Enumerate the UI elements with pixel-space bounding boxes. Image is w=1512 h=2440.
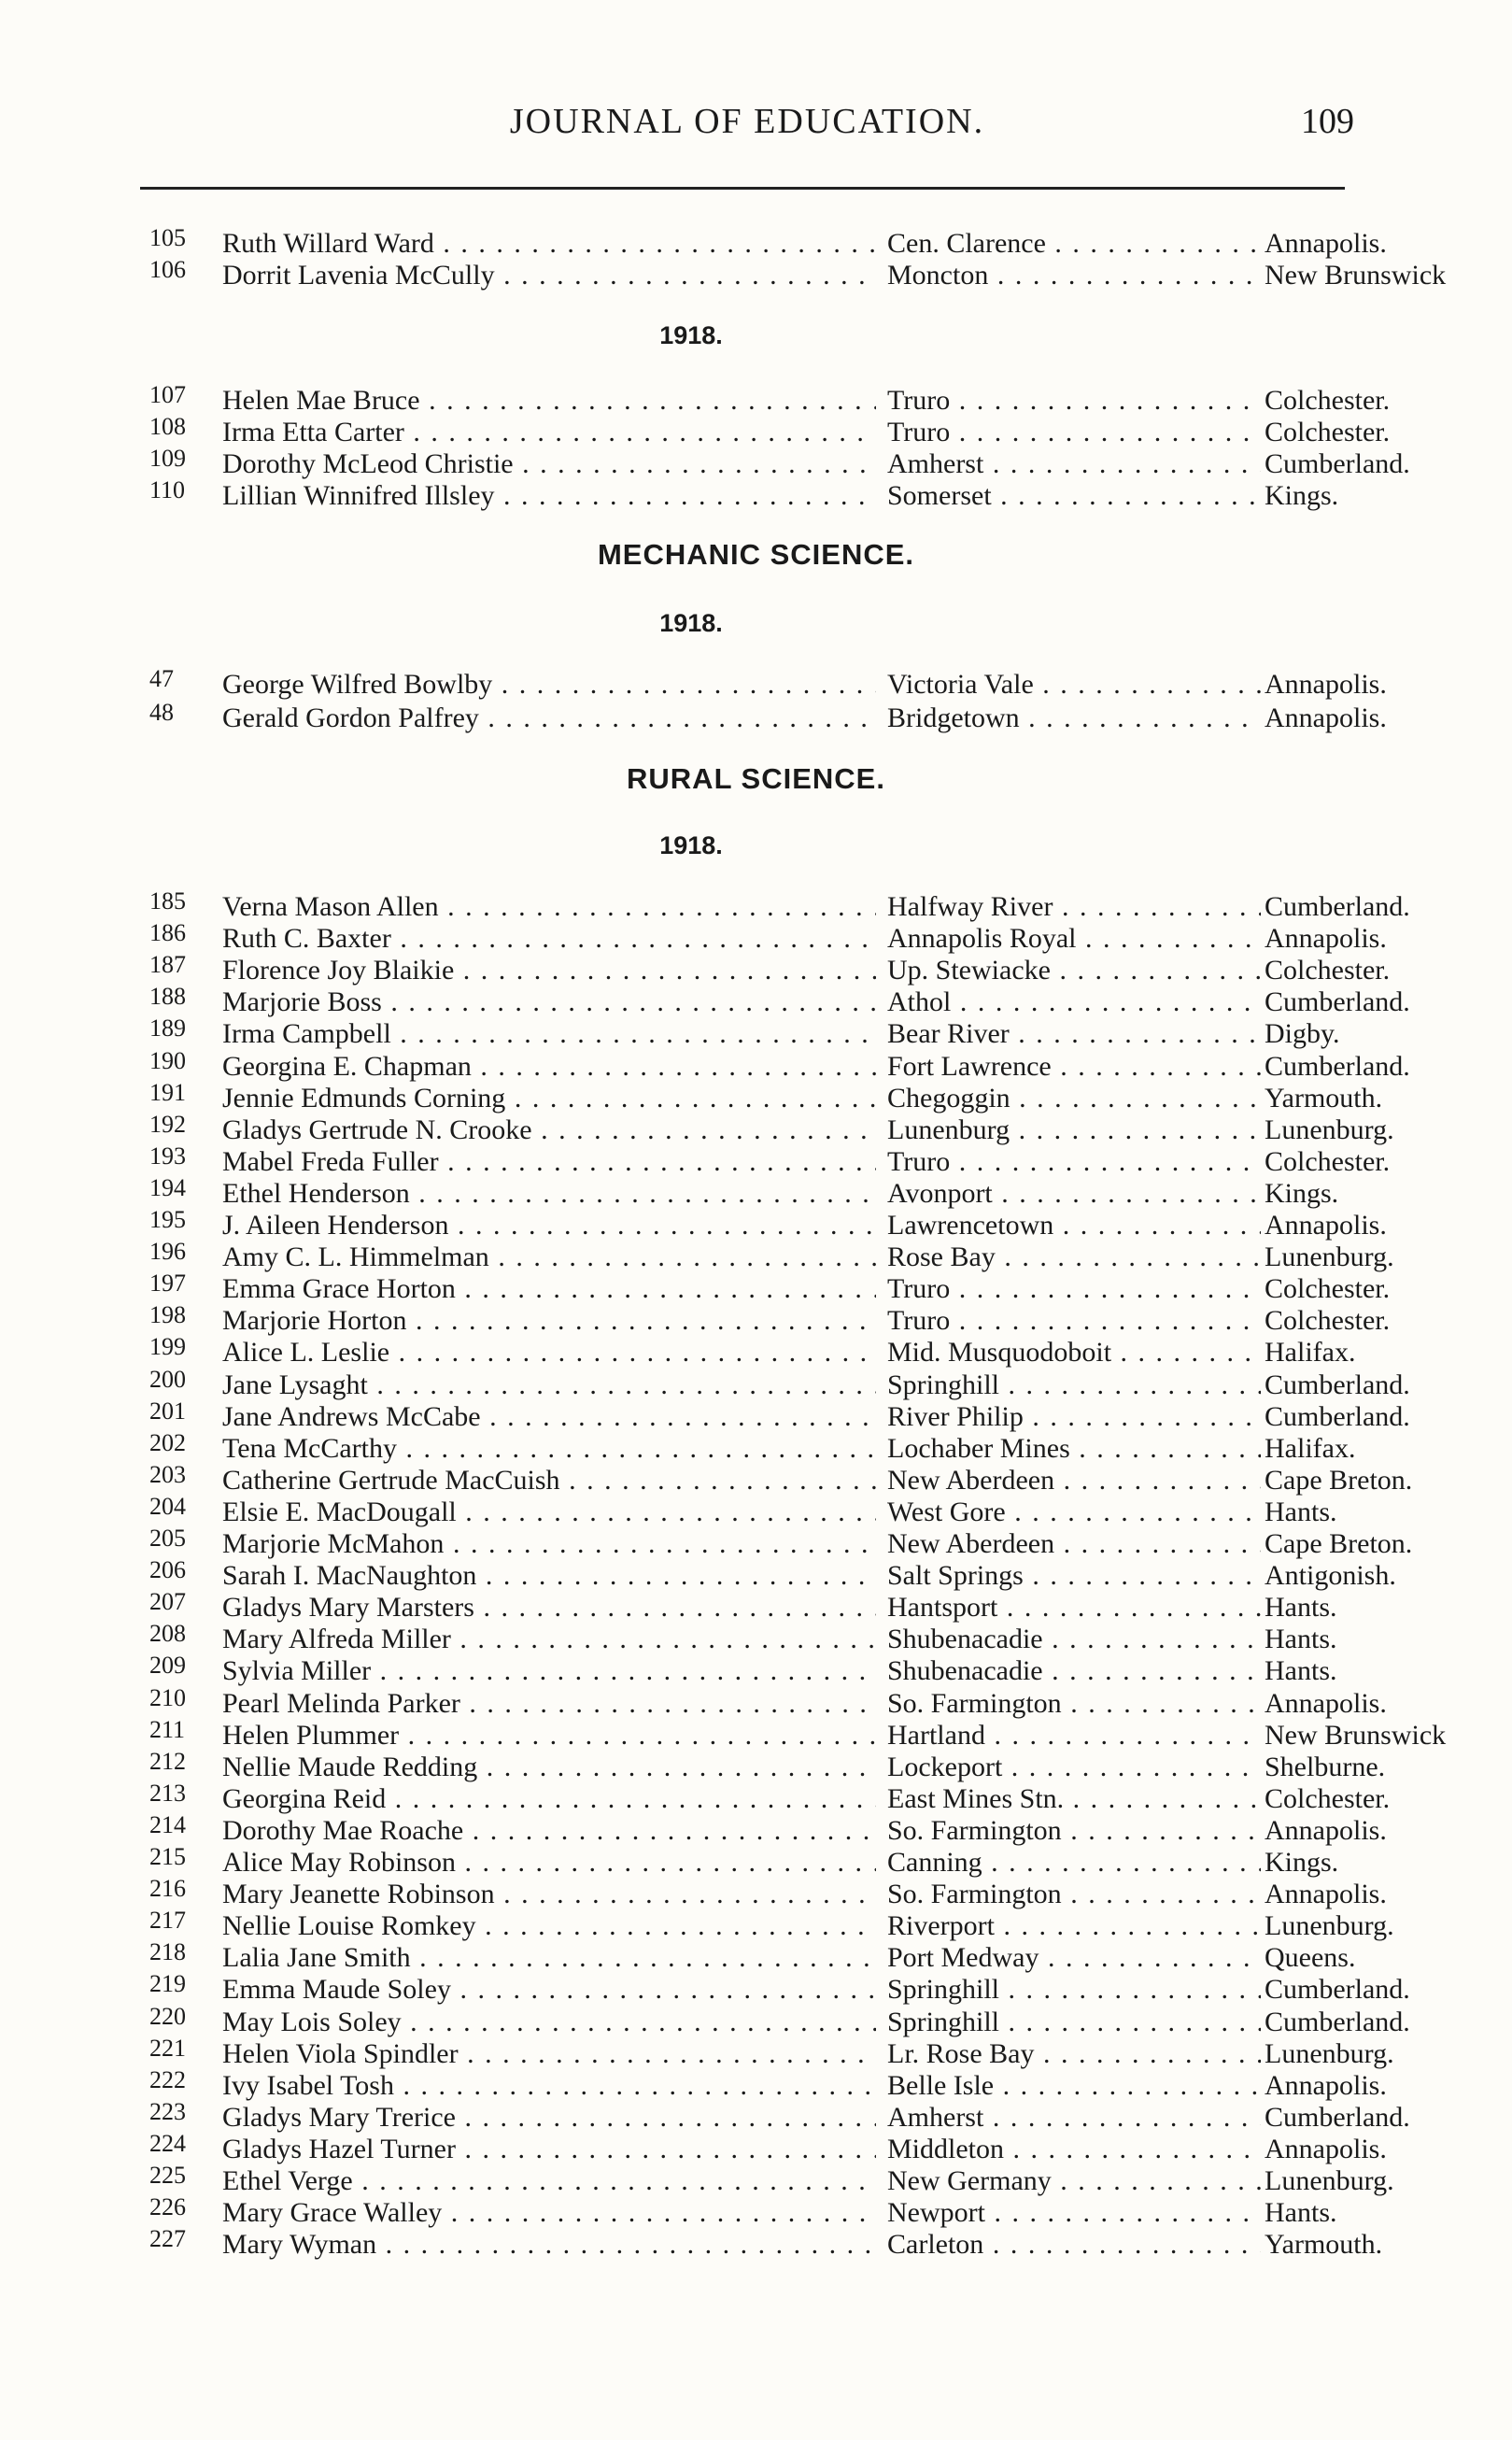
entry-number: 226 bbox=[149, 2193, 186, 2221]
entry-number: 211 bbox=[149, 1715, 186, 1743]
entry-town: Halfway River . . . bbox=[887, 891, 1261, 923]
list-entry bbox=[149, 887, 1410, 923]
entry-town: Victoria Vale . . . bbox=[887, 669, 1261, 701]
list-entry bbox=[149, 1620, 1364, 1655]
entry-number: 222 bbox=[149, 2065, 186, 2093]
list-entry bbox=[149, 1173, 1364, 1210]
list-entry bbox=[149, 1333, 1364, 1369]
entry-town: Truro . . . bbox=[887, 385, 1261, 417]
entry-town: Mid. Musquodoboit . . . bbox=[887, 1337, 1261, 1369]
entry-county: Kings. bbox=[1265, 480, 1339, 511]
entry-county: Cumberland. bbox=[1265, 448, 1410, 479]
entry-name: Ethel Henderson . . . bbox=[222, 1178, 876, 1210]
entry-number: 210 bbox=[149, 1683, 186, 1711]
entry-town: Middleton . . . bbox=[887, 2134, 1261, 2165]
list-entry bbox=[149, 951, 1391, 986]
entry-county: Annapolis. bbox=[1265, 2069, 1387, 2101]
entry-town: New Germany . . . bbox=[887, 2165, 1261, 2197]
entry-town: So. Farmington . . . bbox=[887, 1879, 1261, 1910]
entry-name: Helen Plummer . . . bbox=[222, 1720, 876, 1752]
entry-name: Lalia Jane Smith . . . bbox=[222, 1942, 876, 1974]
list-entry bbox=[149, 1365, 1410, 1401]
entry-county: Colchester. bbox=[1265, 1273, 1391, 1305]
entry-number: 189 bbox=[149, 1014, 186, 1043]
entry-town: Shubenacadie . . . bbox=[887, 1655, 1261, 1687]
entry-town: Hantsport . . . bbox=[887, 1592, 1261, 1624]
year-heading-1918: 1918. bbox=[659, 321, 723, 349]
entry-number: 110 bbox=[149, 476, 186, 504]
entry-county: Halifax. bbox=[1265, 1337, 1356, 1369]
entry-number: 202 bbox=[149, 1428, 186, 1456]
entry-name: May Lois Soley . . . bbox=[222, 2007, 876, 2038]
entry-county: Cumberland. bbox=[1265, 2101, 1410, 2133]
entry-name: Georgina Reid . . . bbox=[222, 1783, 876, 1815]
entry-name: Marjorie Horton . . . bbox=[222, 1305, 876, 1337]
entry-town: Springhill . . . bbox=[887, 1369, 1261, 1401]
entry-name: Pearl Melinda Parker . . . bbox=[222, 1688, 876, 1720]
list-entry bbox=[149, 919, 1387, 955]
list-entry bbox=[149, 1938, 1364, 1974]
entry-town: Bear River . . . bbox=[887, 1018, 1261, 1050]
list-entry bbox=[149, 1683, 1387, 1720]
entry-town: Salt Springs . . . bbox=[887, 1560, 1261, 1592]
entry-county: Hants. bbox=[1265, 1655, 1337, 1687]
entry-town: Belle Isle . . . bbox=[887, 2070, 1261, 2102]
entry-county: Hants. bbox=[1265, 1496, 1337, 1527]
entry-number: 201 bbox=[149, 1397, 186, 1425]
entry-name: Dorothy Mae Roache . . . bbox=[222, 1815, 876, 1847]
entry-name: Mary Alfreda Miller . . . bbox=[222, 1624, 876, 1655]
entry-name: Georgina E. Chapman . . . bbox=[222, 1051, 876, 1083]
entry-county: Cumberland. bbox=[1265, 891, 1410, 922]
entry-name: Alice May Robinson . . . bbox=[222, 1847, 876, 1879]
list-entry bbox=[149, 983, 1410, 1018]
entry-name: Emma Grace Horton . . . bbox=[222, 1273, 876, 1305]
list-entry bbox=[149, 1715, 1447, 1752]
rural-science-heading: RURAL SCIENCE. bbox=[627, 762, 885, 795]
entry-town: Lawrencetown . . . bbox=[887, 1210, 1261, 1241]
entry-name: Dorrit Lavenia McCully . . . bbox=[222, 260, 876, 291]
list-entry bbox=[149, 1397, 1410, 1433]
list-entry bbox=[149, 1428, 1364, 1465]
entry-number: 200 bbox=[149, 1365, 186, 1393]
entry-town: So. Farmington . . . bbox=[887, 1688, 1261, 1720]
entry-name: Verna Mason Allen . . . bbox=[222, 891, 876, 923]
entry-town: Cen. Clarence . . . bbox=[887, 228, 1261, 260]
entry-number: 191 bbox=[149, 1078, 186, 1106]
entry-county: Cumberland. bbox=[1265, 1974, 1410, 2006]
entry-name: Helen Mae Bruce . . . bbox=[222, 385, 876, 417]
entry-county: Colchester. bbox=[1265, 955, 1391, 986]
entry-name: Marjorie McMahon . . . bbox=[222, 1528, 876, 1560]
entry-county: New Brunswick bbox=[1265, 260, 1447, 291]
entry-name: J. Aileen Henderson . . . bbox=[222, 1210, 876, 1241]
list-entry bbox=[149, 2034, 1394, 2070]
entry-town: Lockeport . . . bbox=[887, 1752, 1261, 1783]
entry-county: Yarmouth. bbox=[1265, 1082, 1383, 1114]
entry-county: Lunenburg. bbox=[1265, 2165, 1394, 2196]
entry-number: 213 bbox=[149, 1779, 186, 1807]
entry-town: Bridgetown . . . bbox=[887, 702, 1261, 734]
entry-county: Annapolis. bbox=[1265, 1879, 1387, 1910]
entry-county: Annapolis. bbox=[1265, 1814, 1387, 1846]
entry-county: Digby. bbox=[1265, 1018, 1340, 1050]
entry-town: Athol . . . bbox=[887, 986, 1261, 1018]
entry-number: 224 bbox=[149, 2129, 186, 2157]
entry-number: 105 bbox=[149, 224, 186, 251]
entry-county: Cumberland. bbox=[1265, 986, 1410, 1018]
entry-town: Chegoggin . . . bbox=[887, 1083, 1261, 1114]
entry-number: 198 bbox=[149, 1301, 186, 1329]
list-entry bbox=[149, 445, 1410, 480]
entry-name: Jane Andrews McCabe . . . bbox=[222, 1401, 876, 1433]
entry-number: 106 bbox=[149, 256, 186, 283]
entry-county: Kings. bbox=[1265, 1177, 1339, 1209]
entry-county: Queens. bbox=[1265, 1942, 1356, 1974]
entry-county: Cumberland. bbox=[1265, 1400, 1410, 1432]
list-entry bbox=[149, 1206, 1387, 1241]
list-entry bbox=[149, 1875, 1387, 1910]
entry-town: Up. Stewiacke . . . bbox=[887, 955, 1261, 986]
list-entry bbox=[149, 2065, 1387, 2102]
entry-town: Avonport . . . bbox=[887, 1178, 1261, 1210]
list-entry bbox=[149, 1652, 1364, 1687]
list-entry bbox=[149, 2193, 1364, 2229]
entry-county: Cumberland. bbox=[1265, 2006, 1410, 2037]
entry-number: 186 bbox=[149, 919, 186, 947]
entry-name: Irma Campbell . . . bbox=[222, 1018, 876, 1050]
entry-number: 225 bbox=[149, 2162, 186, 2189]
entry-number: 203 bbox=[149, 1460, 186, 1488]
entry-town: Shubenacadie . . . bbox=[887, 1624, 1261, 1655]
entry-town: Rose Bay . . . bbox=[887, 1241, 1261, 1273]
list-entry bbox=[149, 1810, 1387, 1847]
entry-county: Lunenburg. bbox=[1265, 1114, 1394, 1145]
list-entry bbox=[149, 1525, 1413, 1560]
entry-name: George Wilfred Bowlby . . . bbox=[222, 669, 876, 701]
list-entry bbox=[149, 224, 1387, 260]
entry-town: Truro . . . bbox=[887, 1146, 1261, 1178]
list-entry bbox=[149, 381, 1391, 417]
entry-county: Shelburne. bbox=[1265, 1751, 1386, 1782]
entry-name: Sylvia Miller . . . bbox=[222, 1655, 876, 1687]
entry-number: 212 bbox=[149, 1747, 186, 1775]
mechanic-year-heading: 1918. bbox=[659, 609, 723, 637]
entry-name: Alice L. Leslie . . . bbox=[222, 1337, 876, 1369]
entry-county: Annapolis. bbox=[1265, 702, 1387, 733]
entry-number: 195 bbox=[149, 1206, 186, 1233]
entry-number: 221 bbox=[149, 2034, 186, 2062]
list-entry bbox=[149, 699, 1387, 734]
entry-town: Newport . . . bbox=[887, 2197, 1261, 2229]
entry-name: Ruth Willard Ward . . . bbox=[222, 228, 876, 260]
entry-number: 193 bbox=[149, 1142, 186, 1170]
entry-county: Antigonish. bbox=[1265, 1560, 1396, 1592]
entry-number: 194 bbox=[149, 1173, 186, 1201]
entry-county: Colchester. bbox=[1265, 1305, 1391, 1337]
entry-name: Ivy Isabel Tosh . . . bbox=[222, 2070, 876, 2102]
list-entry bbox=[149, 665, 1387, 701]
entry-county: Kings. bbox=[1265, 1847, 1339, 1878]
entry-county: Cumberland. bbox=[1265, 1369, 1410, 1400]
entry-town: Riverport . . . bbox=[887, 1910, 1261, 1942]
entry-town: New Aberdeen . . . bbox=[887, 1465, 1261, 1497]
list-entry bbox=[149, 413, 1391, 448]
entry-town: Truro . . . bbox=[887, 1305, 1261, 1337]
entry-county: Colchester. bbox=[1265, 1782, 1391, 1814]
list-entry bbox=[149, 2097, 1410, 2134]
entry-town: Amherst . . . bbox=[887, 2102, 1261, 2134]
entry-name: Gerald Gordon Palfrey . . . bbox=[222, 702, 876, 734]
entry-county: Hants. bbox=[1265, 2197, 1337, 2229]
entry-number: 218 bbox=[149, 1938, 186, 1966]
entry-name: Ethel Verge . . . bbox=[222, 2165, 876, 2197]
entry-name: Dorothy McLeod Christie . . . bbox=[222, 448, 876, 480]
list-entry bbox=[149, 1110, 1394, 1146]
entry-county: Hants. bbox=[1265, 1592, 1337, 1624]
list-entry bbox=[149, 2129, 1387, 2165]
entry-name: Mary Wyman . . . bbox=[222, 2229, 876, 2261]
entry-town: Carleton . . . bbox=[887, 2229, 1261, 2261]
entry-number: 107 bbox=[149, 381, 186, 408]
entry-town: Amherst . . . bbox=[887, 448, 1261, 480]
entry-number: 216 bbox=[149, 1875, 186, 1903]
entry-name: Jennie Edmunds Corning . . . bbox=[222, 1083, 876, 1114]
list-entry bbox=[149, 1492, 1364, 1528]
list-entry bbox=[149, 476, 1364, 512]
entry-number: 204 bbox=[149, 1492, 186, 1520]
entry-number: 217 bbox=[149, 1907, 186, 1935]
entry-town: Hartland . . . bbox=[887, 1720, 1261, 1752]
rural-year-heading: 1918. bbox=[659, 831, 723, 859]
entry-number: 192 bbox=[149, 1110, 186, 1138]
entry-town: West Gore . . . bbox=[887, 1497, 1261, 1528]
entry-name: Mary Jeanette Robinson . . . bbox=[222, 1879, 876, 1910]
entry-number: 208 bbox=[149, 1620, 186, 1648]
entry-town: Truro . . . bbox=[887, 417, 1261, 448]
page-number: 109 bbox=[1301, 102, 1354, 141]
list-entry bbox=[149, 1078, 1383, 1114]
entry-number: 220 bbox=[149, 2002, 186, 2030]
entry-name: Mabel Freda Fuller . . . bbox=[222, 1146, 876, 1178]
entry-number: 185 bbox=[149, 887, 186, 915]
list-entry bbox=[149, 1747, 1386, 1783]
entry-town: Springhill . . . bbox=[887, 2007, 1261, 2038]
entry-county: Colchester. bbox=[1265, 385, 1391, 416]
list-entry bbox=[149, 1907, 1394, 1942]
entry-number: 48 bbox=[149, 699, 174, 726]
entry-county: Annapolis. bbox=[1265, 669, 1387, 700]
entry-name: Irma Etta Carter . . . bbox=[222, 417, 876, 448]
list-entry bbox=[149, 2162, 1394, 2197]
entry-number: 187 bbox=[149, 951, 186, 979]
entry-name: Mary Grace Walley . . . bbox=[222, 2197, 876, 2229]
journal-title: JOURNAL OF EDUCATION. bbox=[509, 102, 985, 141]
entry-name: Helen Viola Spindler . . . bbox=[222, 2038, 876, 2070]
entry-town: Annapolis Royal . . . bbox=[887, 923, 1261, 955]
entry-name: Emma Maude Soley . . . bbox=[222, 1974, 876, 2006]
entry-number: 215 bbox=[149, 1843, 186, 1870]
entry-county: Halifax. bbox=[1265, 1432, 1356, 1464]
list-entry bbox=[149, 2002, 1410, 2038]
entry-name: Nellie Maude Redding . . . bbox=[222, 1752, 876, 1783]
entry-name: Lillian Winnifred Illsley . . . bbox=[222, 480, 876, 512]
entry-number: 209 bbox=[149, 1652, 186, 1680]
entry-town: So. Farmington . . . bbox=[887, 1815, 1261, 1847]
entry-name: Gladys Mary Marsters . . . bbox=[222, 1592, 876, 1624]
entry-town: Somerset . . . bbox=[887, 480, 1261, 512]
entry-county: Colchester. bbox=[1265, 1145, 1391, 1177]
entry-county: Yarmouth. bbox=[1265, 2229, 1383, 2261]
list-entry bbox=[149, 1843, 1364, 1879]
entry-number: 190 bbox=[149, 1046, 186, 1074]
list-entry bbox=[149, 1556, 1396, 1592]
entry-name: Tena McCarthy . . . bbox=[222, 1433, 876, 1465]
page-header bbox=[140, 101, 1354, 153]
entry-county: Lunenburg. bbox=[1265, 2037, 1394, 2069]
entry-number: 47 bbox=[149, 665, 174, 692]
entry-town: River Philip . . . bbox=[887, 1401, 1261, 1433]
entry-town: Fort Lawrence . . . bbox=[887, 1051, 1261, 1083]
entry-county: Lunenburg. bbox=[1265, 1241, 1394, 1273]
entry-number: 196 bbox=[149, 1238, 186, 1266]
entry-number: 205 bbox=[149, 1525, 186, 1552]
entry-county: Lunenburg. bbox=[1265, 1910, 1394, 1942]
list-entry bbox=[149, 1046, 1410, 1083]
list-entry bbox=[149, 1301, 1391, 1337]
list-entry bbox=[149, 1970, 1410, 2006]
entry-name: Sarah I. MacNaughton . . . bbox=[222, 1560, 876, 1592]
entry-number: 214 bbox=[149, 1810, 186, 1838]
entry-county: Cape Breton. bbox=[1265, 1464, 1413, 1496]
entry-county: New Brunswick bbox=[1265, 1719, 1447, 1751]
entry-name: Jane Lysaght . . . bbox=[222, 1369, 876, 1401]
entry-town: Moncton . . . bbox=[887, 260, 1261, 291]
entry-number: 109 bbox=[149, 445, 186, 472]
entry-town: Lochaber Mines . . . bbox=[887, 1433, 1261, 1465]
entry-number: 199 bbox=[149, 1333, 186, 1361]
entry-county: Annapolis. bbox=[1265, 923, 1387, 955]
entry-town: East Mines Stn. . . . bbox=[887, 1783, 1261, 1815]
entry-number: 188 bbox=[149, 983, 186, 1011]
entry-town: Port Medway . . . bbox=[887, 1942, 1261, 1974]
list-entry bbox=[149, 1460, 1413, 1497]
entry-name: Elsie E. MacDougall . . . bbox=[222, 1497, 876, 1528]
list-entry bbox=[149, 1270, 1391, 1305]
list-entry bbox=[149, 1779, 1391, 1815]
entry-name: Gladys Hazel Turner . . . bbox=[222, 2134, 876, 2165]
entry-name: Marjorie Boss . . . bbox=[222, 986, 876, 1018]
entry-town: New Aberdeen . . . bbox=[887, 1528, 1261, 1560]
header-rule bbox=[140, 187, 1345, 190]
entry-name: Florence Joy Blaikie . . . bbox=[222, 955, 876, 986]
entry-number: 223 bbox=[149, 2097, 186, 2125]
list-entry bbox=[149, 1588, 1364, 1624]
entry-county: Hants. bbox=[1265, 1624, 1337, 1655]
entry-number: 197 bbox=[149, 1270, 186, 1298]
entry-town: Springhill . . . bbox=[887, 1974, 1261, 2006]
list-entry bbox=[149, 1014, 1364, 1050]
entry-county: Colchester. bbox=[1265, 417, 1391, 447]
mechanic-science-heading: MECHANIC SCIENCE. bbox=[597, 538, 915, 571]
entry-name: Ruth C. Baxter . . . bbox=[222, 923, 876, 955]
list-entry bbox=[149, 1238, 1394, 1273]
entry-name: Amy C. L. Himmelman . . . bbox=[222, 1241, 876, 1273]
entry-town: Lr. Rose Bay . . . bbox=[887, 2038, 1261, 2070]
list-entry bbox=[149, 2225, 1383, 2261]
entry-county: Annapolis. bbox=[1265, 228, 1387, 259]
list-entry bbox=[149, 1142, 1391, 1178]
entry-name: Gladys Gertrude N. Crooke . . . bbox=[222, 1114, 876, 1146]
entry-number: 219 bbox=[149, 1970, 186, 1998]
entry-county: Annapolis. bbox=[1265, 1687, 1387, 1719]
entry-county: Annapolis. bbox=[1265, 2133, 1387, 2164]
entry-number: 108 bbox=[149, 413, 186, 440]
entry-town: Canning . . . bbox=[887, 1847, 1261, 1879]
entry-town: Lunenburg . . . bbox=[887, 1114, 1261, 1146]
entry-town: Truro . . . bbox=[887, 1273, 1261, 1305]
entry-county: Annapolis. bbox=[1265, 1210, 1387, 1241]
entry-name: Gladys Mary Trerice . . . bbox=[222, 2102, 876, 2134]
entry-county: Cumberland. bbox=[1265, 1050, 1410, 1082]
list-entry bbox=[149, 256, 1447, 291]
entry-name: Catherine Gertrude MacCuish . . . bbox=[222, 1465, 876, 1497]
entry-number: 227 bbox=[149, 2225, 186, 2253]
entry-number: 207 bbox=[149, 1588, 186, 1616]
entry-number: 206 bbox=[149, 1556, 186, 1584]
entry-county: Cape Breton. bbox=[1265, 1528, 1413, 1559]
entry-name: Nellie Louise Romkey . . . bbox=[222, 1910, 876, 1942]
